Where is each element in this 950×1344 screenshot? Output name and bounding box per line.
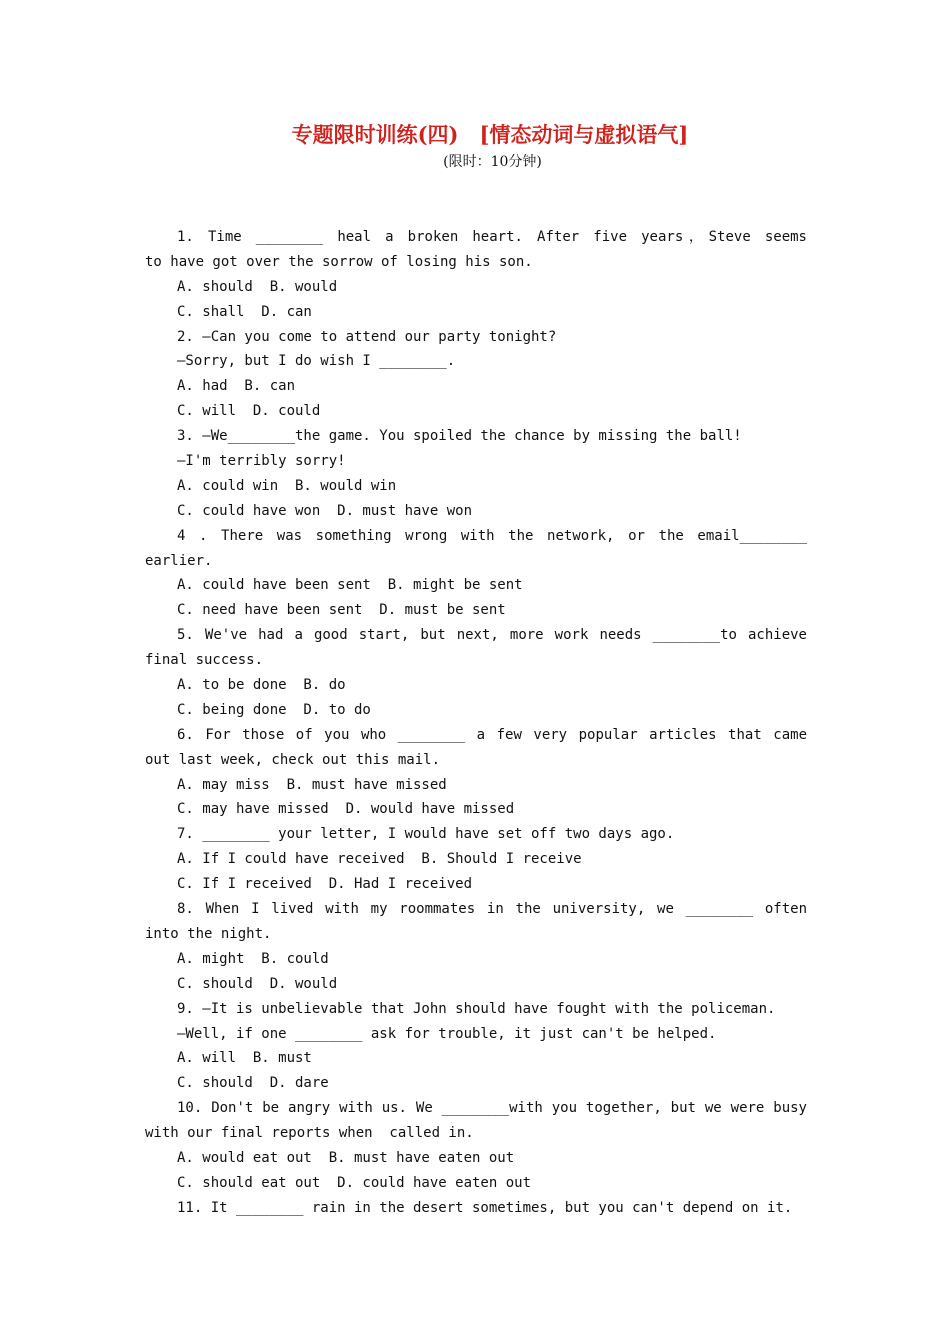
answer-options: A. to be done B. do bbox=[177, 677, 346, 694]
question-line: 4 . There was something wrong with the network, or the email________ bbox=[177, 527, 807, 544]
question-continuation: out last week, check out this mail. bbox=[145, 751, 441, 768]
answer-options: A. would eat out B. must have eaten out bbox=[177, 1149, 515, 1166]
answer-options: C. shall D. can bbox=[177, 303, 312, 320]
answer-options: A. had B. can bbox=[177, 378, 296, 395]
answer-options: C. being done D. to do bbox=[177, 701, 371, 718]
question-continuation: into the night. bbox=[145, 925, 272, 942]
question-line: 5. We've had a good start, but next, more work needs ________to achieve bbox=[177, 627, 807, 644]
question-line: 10. Don't be angry with us. We ________with you together, but we were busy bbox=[177, 1100, 807, 1117]
question-line: 2. —Can you come to attend our party tonight? bbox=[177, 328, 557, 345]
answer-options: C. need have been sent D. must be sent bbox=[177, 602, 506, 619]
question-continuation: with our final reports when called in. bbox=[145, 1125, 474, 1142]
answer-options: C. could have won D. must have won bbox=[177, 502, 473, 519]
question-continuation: to have got over the sorrow of losing his son. bbox=[145, 253, 533, 270]
answer-options: A. should B. would bbox=[177, 278, 338, 295]
dialogue-line: —I'm terribly sorry! bbox=[177, 453, 346, 470]
page-title: 专题限时训练(四) [情态动词与虚拟语气] bbox=[291, 122, 689, 147]
answer-options: A. could win B. would win bbox=[177, 477, 397, 494]
answer-options: C. will D. could bbox=[177, 403, 321, 420]
answer-options: A. might B. could bbox=[177, 950, 329, 967]
answer-options: A. could have been sent B. might be sent bbox=[177, 577, 523, 594]
dialogue-line: —Well, if one ________ ask for trouble, it just can't be helped. bbox=[177, 1025, 717, 1042]
answer-options: C. If I received D. Had I received bbox=[177, 876, 473, 893]
answer-options: C. may have missed D. would have missed bbox=[177, 801, 515, 818]
dialogue-line: —Sorry, but I do wish I ________. bbox=[177, 353, 456, 370]
question-line: 8. When I lived with my roommates in the university, we ________ often bbox=[177, 901, 807, 918]
answer-options: A. will B. must bbox=[177, 1050, 312, 1067]
question-line: 11. It ________ rain in the desert sometimes, but you can't depend on it. bbox=[177, 1199, 793, 1216]
answer-options: C. should D. dare bbox=[177, 1075, 329, 1092]
answer-options: C. should D. would bbox=[177, 975, 338, 992]
question-line: 1. Time ________ heal a broken heart. After five years，Steve seems bbox=[177, 229, 807, 245]
question-line: 3. —We________the game. You spoiled the chance by missing the ball! bbox=[177, 428, 742, 445]
time-limit-subtitle: (限时：10分钟) bbox=[443, 154, 542, 170]
question-line: 6. For those of you who ________ a few very popular articles that came bbox=[177, 726, 807, 743]
answer-options: A. If I could have received B. Should I receive bbox=[177, 851, 582, 868]
question-line: 9. —It is unbelievable that John should have fought with the policeman. bbox=[177, 1000, 776, 1017]
question-line: 7. ________ your letter, I would have set off two days ago. bbox=[177, 826, 675, 843]
answer-options: C. should eat out D. could have eaten out bbox=[177, 1174, 532, 1191]
exercise-body bbox=[145, 225, 807, 1221]
question-continuation: final success. bbox=[145, 652, 264, 669]
question-continuation: earlier. bbox=[145, 552, 213, 569]
answer-options: A. may miss B. must have missed bbox=[177, 776, 447, 793]
